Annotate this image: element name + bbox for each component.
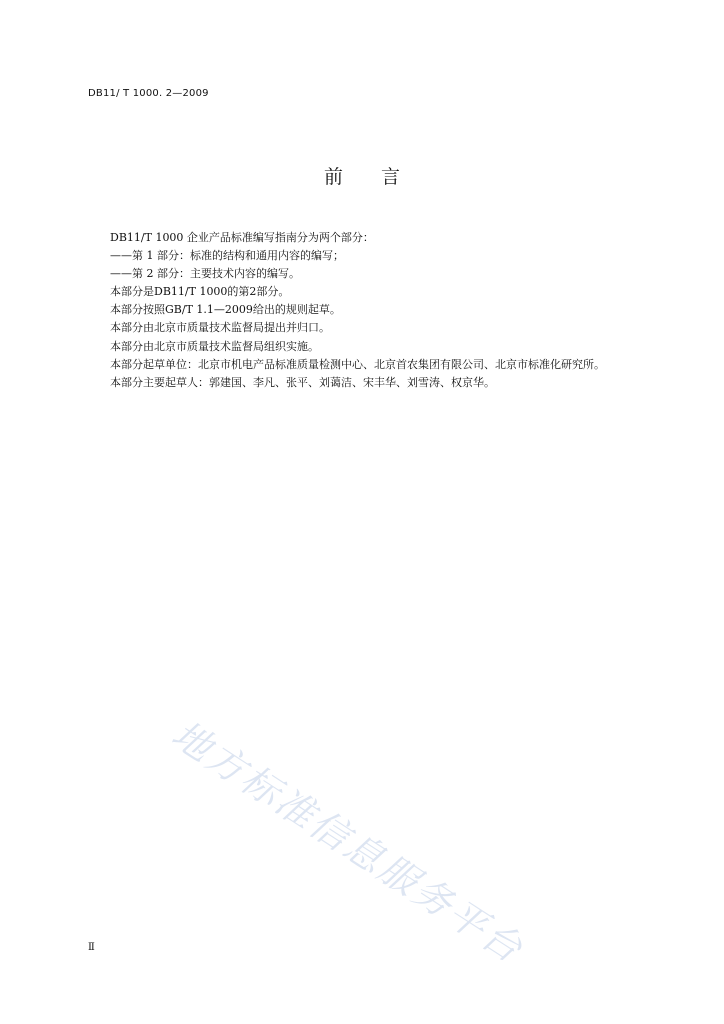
paragraph: DB11/T 1000 企业产品标准编写指南分为两个部分： bbox=[110, 231, 374, 244]
paragraph: 本部分起草单位：北京市机电产品标准质量检测中心、北京首农集团有限公司、北京市标准化研究所。 bbox=[110, 357, 605, 371]
watermark-text: 地方标准信息服务平台 bbox=[164, 711, 532, 973]
paragraph: 本部分由北京市质量技术监督局提出并归口。 bbox=[110, 321, 330, 335]
foreword-body bbox=[88, 229, 638, 392]
paragraph: 本部分由北京市质量技术监督局组织实施。 bbox=[110, 339, 319, 353]
page-title: 前言 bbox=[323, 166, 438, 188]
standard-code-header: DB11/ T 1000. 2—2009 bbox=[88, 88, 209, 99]
paragraph: ——第 2 部分：主要技术内容的编写。 bbox=[110, 267, 300, 281]
paragraph: 本部分是DB11/T 1000的第2部分。 bbox=[110, 285, 290, 299]
paragraph: ——第 1 部分：标准的结构和通用内容的编写； bbox=[110, 249, 344, 263]
paragraph: 本部分按照GB/T 1.1—2009给出的规则起草。 bbox=[110, 303, 341, 317]
page-number: Ⅱ bbox=[88, 942, 95, 953]
paragraph: 本部分主要起草人：郭建国、李凡、张平、刘蔼洁、宋丰华、刘雪涛、权京华。 bbox=[110, 375, 495, 389]
